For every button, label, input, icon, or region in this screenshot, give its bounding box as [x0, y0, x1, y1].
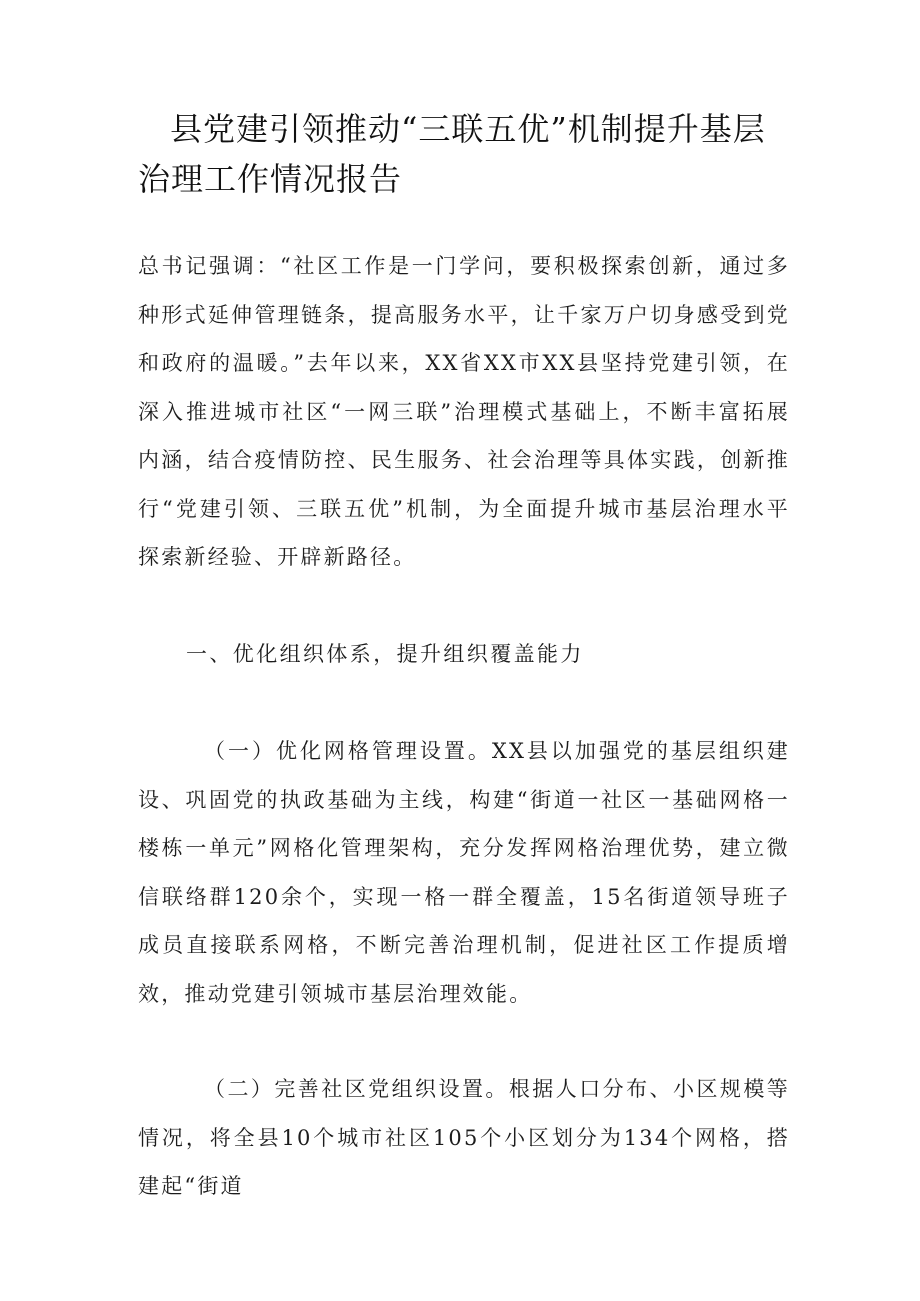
intro-paragraph: 总书记强调：“社区工作是一门学问，要积极探索创新，通过多种形式延伸管理链条，提高服务水平，让千家万户切身感受到党和政府的温暖。”去年以来，XX省XX市XX县坚持党建引领，在深入推进城市社区“一网三联”治理模式基础上，不断丰富拓展内涵，结合疫情防控、民生服务、社会治理等具体实践，创新推行“党建引领、三联五优”机制，为全面提升城市基层治理水平探索新经验、开辟新路径。: [138, 254, 790, 569]
section-heading-1: 一、优化组织体系，提升组织覆盖能力: [186, 642, 584, 666]
subsection-1-paragraph: （一）优化网格管理设置。XX县以加强党的基层组织建设、巩固党的执政基础为主线，构建“街道一社区一基础网格一楼栋一单元”网格化管理架构，充分发挥网格治理优势，建立微信联络群120余个，实现一格一群全覆盖，15名街道领导班子成员直接联系网格，不断完善治理机制，促进社区工作提质增效，推动党建引领城市基层治理效能。: [138, 739, 790, 1006]
document-title: 县党建引领推动“三联五优”机制提升基层治理工作情况报告: [138, 110, 766, 198]
subsection-2-paragraph: （二）完善社区党组织设置。根据人口分布、小区规模等情况，将全县10个城市社区105个小区划分为134个网格，搭建起“街道: [138, 1077, 790, 1198]
